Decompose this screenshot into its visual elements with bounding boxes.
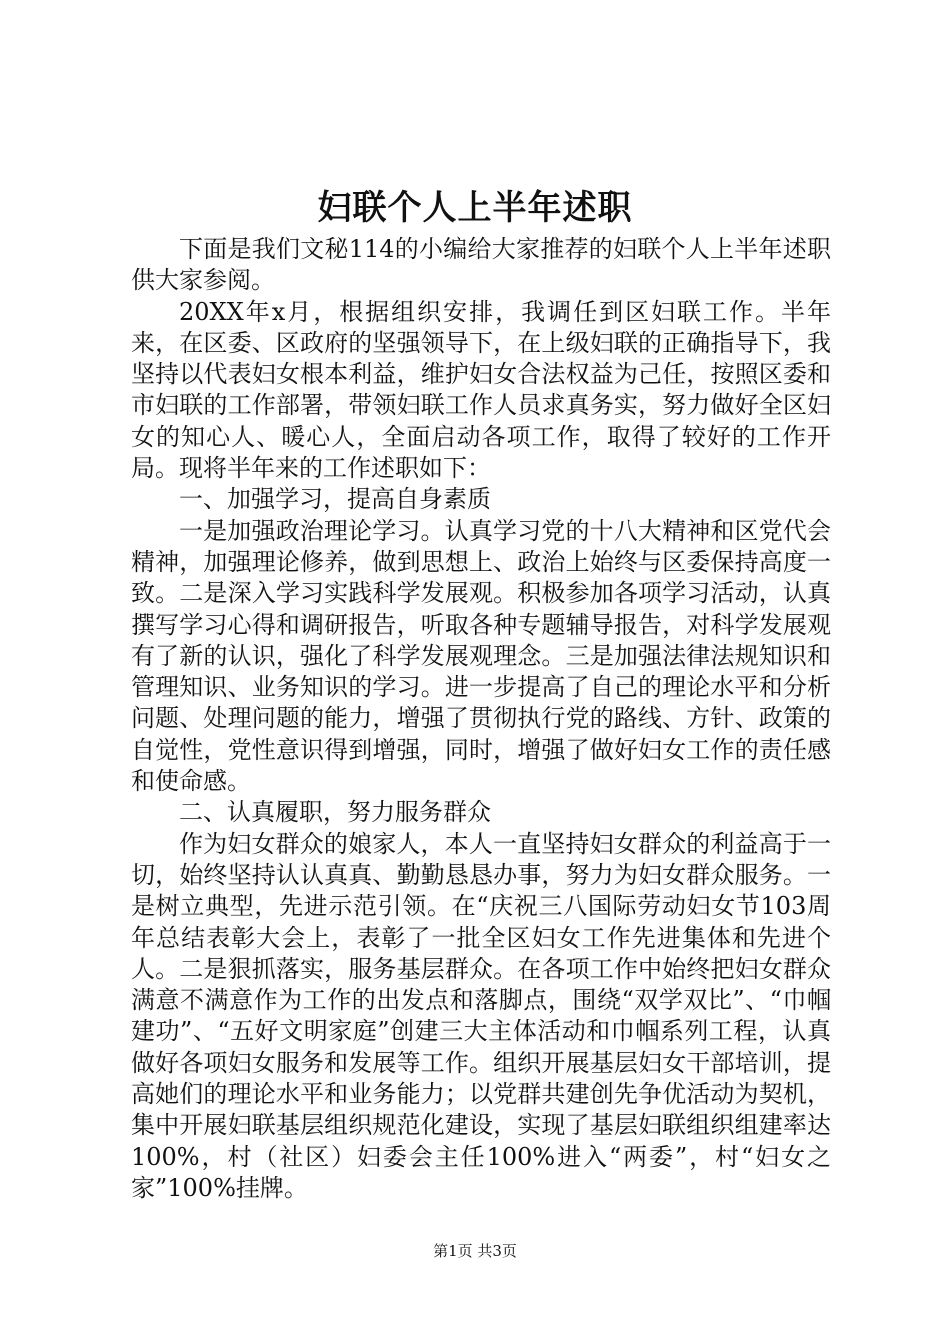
study-paragraph: 一是加强政治理论学习。认真学习党的十八大精神和区党代会精神，加强理论修养，做到思想上、政治上始终与区委保持高度一致。二是深入学习实践科学发展观。积极参加各项学习活动，认真撰写学习心得和调研报告，听取各种专题辅导报告，对科学发展观有了新的认识，强化了科学发展观理念。三是加强法律法规知识和管理知识、业务知识的学习。进一步提高了自己的理论水平和分析问题、处理问题的能力，增强了贯彻执行党的路线、方针、政策的自觉性，党性意识得到增强，同时，增强了做好妇女工作的责任感和使命感。 [131, 516, 831, 796]
service-paragraph: 作为妇女群众的娘家人，本人一直坚持妇女群众的利益高于一切，始终坚持认认真真、勤勤恳恳办事，努力为妇女群众服务。一是树立典型，先进示范引领。在“庆祝三八国际劳动妇女节103周年总结表彰大会上，表彰了一批全区妇女工作先进集体和先进个人。二是狠抓落实，服务基层群众。在各项工作中始终把妇女群众满意不满意作为工作的出发点和落脚点，围绕“双学双比”、“巾帼建功”、“五好文明家庭”创建三大主体活动和巾帼系列工程，认真做好各项妇女服务和发展等工作。组织开展基层妇女干部培训，提高她们的理论水平和业务能力；以党群共建创先争优活动为契机，集中开展妇联基层组织规范化建设，实现了基层妇联组织组建率达100%，村（社区）妇委会主任100%进入“两委”，村“妇女之家”100%挂牌。 [131, 829, 831, 1202]
intro-paragraph: 下面是我们文秘114的小编给大家推荐的妇联个人上半年述职供大家参阅。 [131, 235, 831, 295]
section-heading-1: 一、加强学习，提高自身素质 [179, 485, 491, 514]
overview-paragraph: 20XX年x月，根据组织安排，我调任到区妇联工作。半年来，在区委、区政府的坚强领导下，在上级妇联的正确指导下，我坚持以代表妇女根本利益，维护妇女合法权益为己任，按照区委和市妇联的工作部署，带领妇联工作人员求真务实，努力做好全区妇女的知心人、暖心人，全面启动各项工作，取得了较好的工作开局。现将半年来的工作述职如下： [131, 297, 831, 483]
document-body [131, 234, 831, 1204]
page-number-footer: 第1页 共3页 [433, 1242, 517, 1260]
document-title: 妇联个人上半年述职 [317, 188, 633, 228]
section-heading-2: 二、认真履职，努力服务群众 [179, 798, 491, 827]
